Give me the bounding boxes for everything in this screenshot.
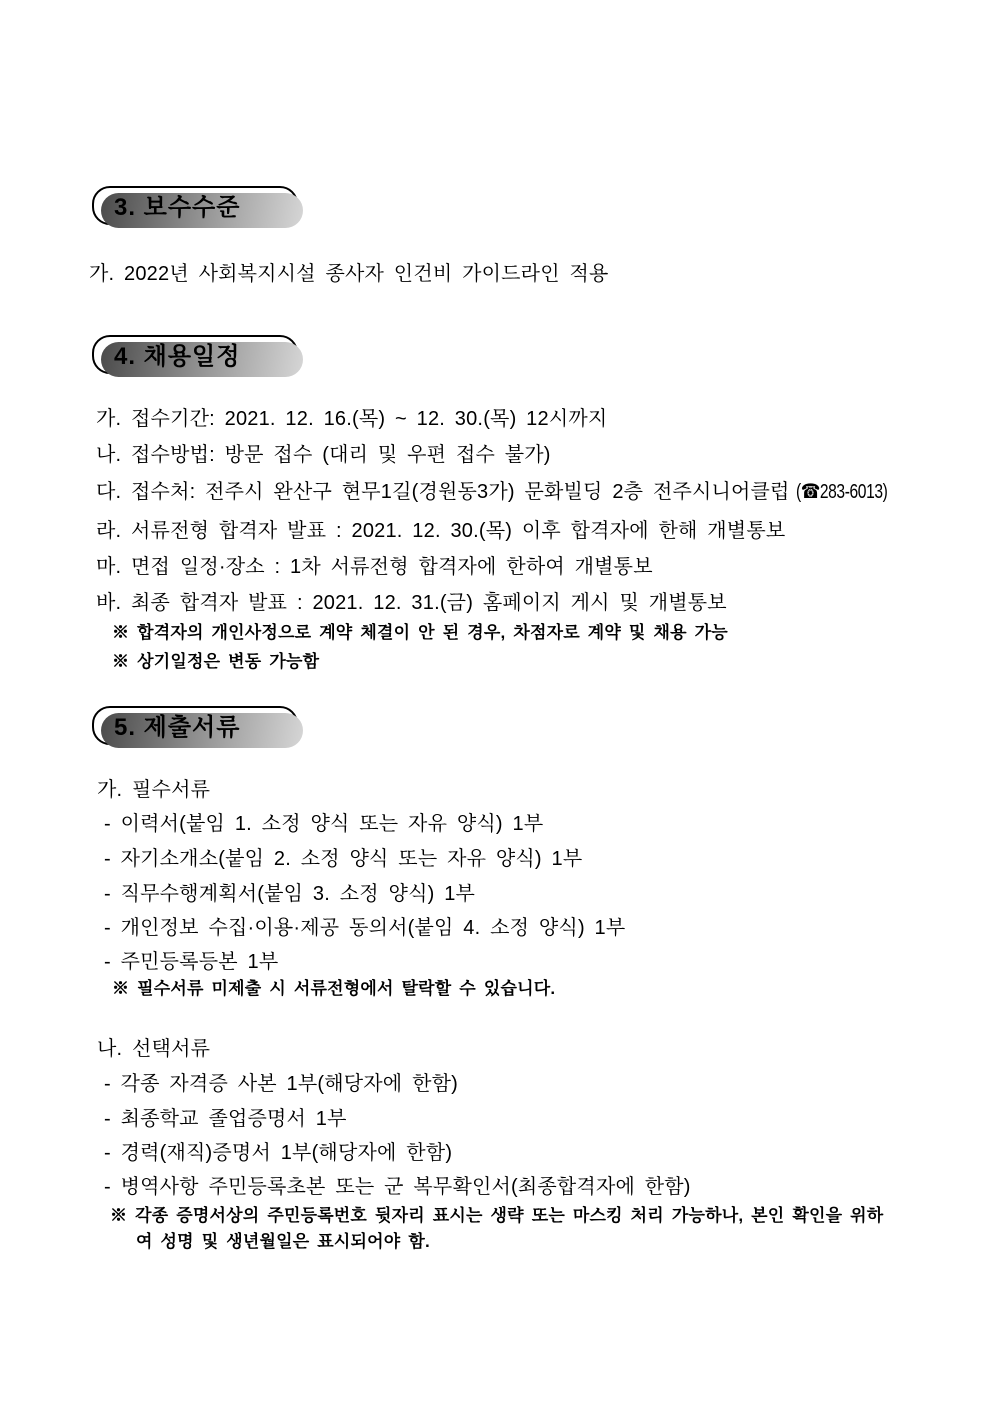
phone-paren-open: ( bbox=[795, 481, 801, 503]
required-documents-label: 가. 필수서류 bbox=[97, 779, 211, 801]
optional-documents-note-line1: ※ 각종 증명서상의 주민등록번호 뒷자리 표시는 생략 또는 마스킹 처리 가능하나, 본인 확인을 위하 bbox=[110, 1206, 884, 1225]
reception-phone bbox=[796, 480, 887, 504]
phone-icon: ☎ bbox=[800, 481, 820, 503]
optional-documents-note-line2: 여 성명 및 생년월일은 표시되어야 함. bbox=[136, 1232, 430, 1251]
optional-item-graduation: - 최종학교 졸업증명서 1부 bbox=[104, 1108, 347, 1130]
section-heading-schedule bbox=[92, 335, 298, 374]
schedule-item-reception-place bbox=[96, 480, 913, 504]
compensation-guideline-line: 가. 2022년 사회복지시설 종사자 인건비 가이드라인 적용 bbox=[89, 263, 609, 285]
phone-number: 283-6013) bbox=[819, 481, 888, 503]
section-heading-compensation bbox=[92, 186, 298, 225]
required-documents-note: ※ 필수서류 미제출 시 서류전형에서 탈락할 수 있습니다. bbox=[112, 979, 556, 998]
optional-item-career: - 경력(재직)증명서 1부(해당자에 한함) bbox=[104, 1142, 453, 1164]
section-heading-schedule-label: 4. 채용일정 bbox=[114, 343, 241, 370]
required-item-privacy-consent: - 개인정보 수집·이용·제공 동의서(붙임 4. 소정 양식) 1부 bbox=[104, 917, 626, 939]
optional-item-certificates: - 각종 자격증 사본 1부(해당자에 한함) bbox=[104, 1073, 458, 1095]
schedule-note-change: ※ 상기일정은 변동 가능함 bbox=[112, 652, 320, 671]
reception-place-text: 다. 접수처: 전주시 완산구 현무1길(경원동3가) 문화빌딩 2층 전주시니어클럽 bbox=[96, 481, 790, 503]
section-heading-documents bbox=[92, 706, 298, 745]
required-item-resident-register: - 주민등록등본 1부 bbox=[104, 951, 279, 973]
schedule-item-final-announcement: 바. 최종 합격자 발표 : 2021. 12. 31.(금) 홈페이지 게시 및 개별통보 bbox=[96, 592, 727, 614]
schedule-item-reception-period: 가. 접수기간: 2021. 12. 16.(목) ~ 12. 30.(목) 12시까지 bbox=[96, 408, 608, 430]
section-heading-documents-label: 5. 제출서류 bbox=[114, 714, 241, 741]
optional-item-military: - 병역사항 주민등록초본 또는 군 복무확인서(최종합격자에 한함) bbox=[104, 1176, 691, 1198]
schedule-item-interview-notice: 마. 면접 일정·장소 : 1차 서류전형 합격자에 한하여 개별통보 bbox=[96, 556, 653, 578]
required-item-self-introduction: - 자기소개소(붙임 2. 소정 양식 또는 자유 양식) 1부 bbox=[104, 848, 583, 870]
schedule-item-document-pass-announcement: 라. 서류전형 합격자 발표 : 2021. 12. 30.(목) 이후 합격자에 한해 개별통보 bbox=[96, 520, 786, 542]
schedule-item-reception-method: 나. 접수방법: 방문 접수 (대리 및 우편 접수 불가) bbox=[96, 444, 551, 466]
required-item-job-plan: - 직무수행계획서(붙임 3. 소정 양식) 1부 bbox=[104, 883, 476, 905]
optional-documents-label: 나. 선택서류 bbox=[97, 1038, 211, 1060]
required-item-resume: - 이력서(붙임 1. 소정 양식 또는 자유 양식) 1부 bbox=[104, 813, 544, 835]
section-heading-compensation-label: 3. 보수수준 bbox=[114, 194, 241, 221]
schedule-note-contract: ※ 합격자의 개인사정으로 계약 체결이 안 된 경우, 차점자로 계약 및 채용 가능 bbox=[112, 623, 728, 642]
